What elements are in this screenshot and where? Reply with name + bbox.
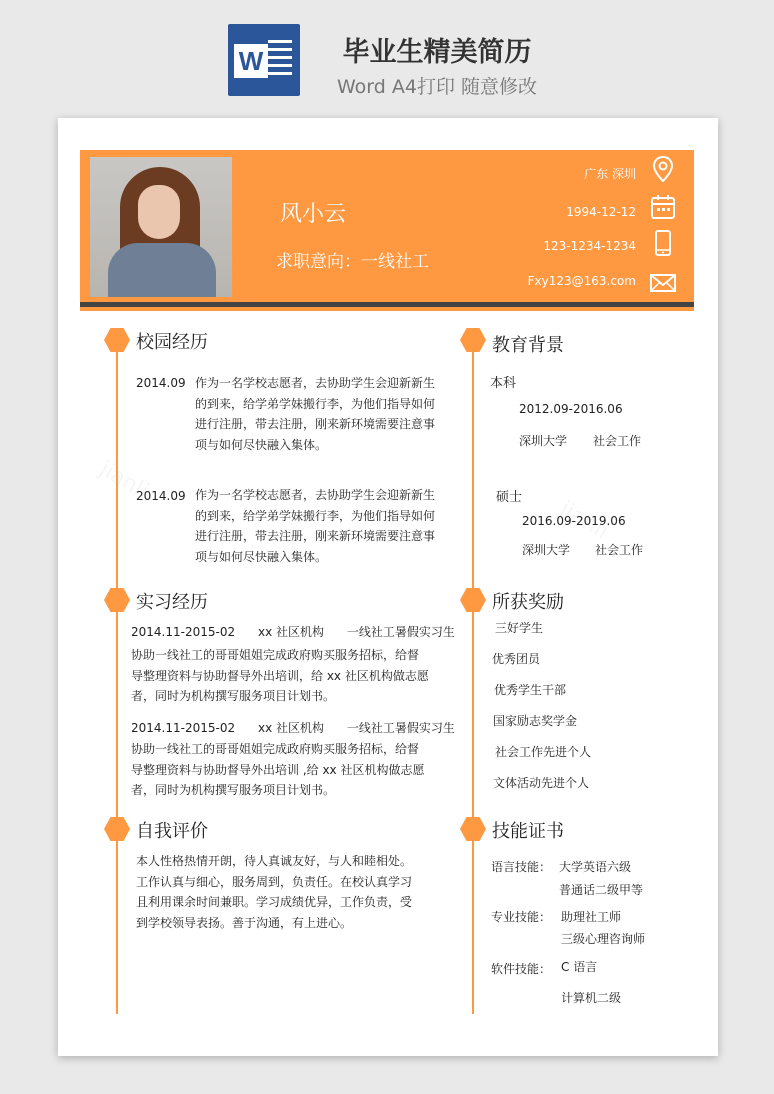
- location-text: 广东 深圳: [584, 167, 636, 181]
- campus-date-2: 2014.09: [136, 489, 186, 503]
- edu-major-1: 社会工作: [593, 434, 642, 448]
- edu-period-1: 2012.09-2016.06: [519, 402, 623, 416]
- right-timeline: [472, 340, 474, 1014]
- word-letter: W: [234, 44, 268, 78]
- calendar-icon: [650, 194, 676, 220]
- internship-title: 实习经历: [136, 592, 208, 613]
- campus-desc-2: 作为一名学校志愿者，去协助学生会迎新新生 的到来，给学弟学妹搬行李，为他们指导如何 进行注册，带去注册，刚来新环境需要注意事 项与如何尽快融入集体。: [195, 488, 436, 564]
- job-intent: 求职意向：一线社工: [276, 252, 429, 272]
- section-marker-icon: [104, 588, 130, 612]
- skill-label-language: 语言技能：: [491, 860, 552, 874]
- resume-page: [58, 118, 718, 1056]
- skill-value: C 语言: [561, 960, 598, 974]
- header-divider-accent: [80, 307, 694, 311]
- awards-title: 所获奖励: [492, 592, 564, 613]
- profile-photo: [90, 157, 232, 297]
- left-timeline: [116, 340, 118, 1014]
- banner-subtitle: Word A4打印 随意修改: [336, 76, 537, 98]
- self-eval-text: 本人性格热情开朗，待人真诚友好，与人和睦相处。 工作认真与细心，服务周到，负责任。在校认真学习 且利用课余时间兼职。学习成绩优异，工作负责，受 到学校领导表扬。善于沟通，有上进心。: [136, 854, 413, 930]
- edu-degree-2: 硕士: [496, 490, 523, 505]
- skill-value: 大学英语六级: [559, 860, 632, 874]
- edu-period-2: 2016.09-2019.06: [522, 514, 626, 528]
- edu-degree-1: 本科: [490, 376, 517, 391]
- section-marker-icon: [460, 817, 486, 841]
- banner-title: 毕业生精美简历: [342, 37, 532, 68]
- campus-desc-1: 作为一名学校志愿者，去协助学生会迎新新生 的到来，给学弟学妹搬行李，为他们指导如何 进行注册，带去注册，刚来新环境需要注意事 项与如何尽快融入集体。: [195, 376, 436, 452]
- edu-major-2: 社会工作: [595, 543, 644, 557]
- award-item: 优秀团员: [492, 652, 541, 666]
- section-marker-icon: [460, 328, 486, 352]
- candidate-name: 风小云: [280, 202, 347, 227]
- resume-header: [80, 150, 694, 302]
- award-item: 社会工作先进个人: [495, 745, 592, 759]
- mail-icon: [650, 270, 676, 296]
- skills-title: 技能证书: [492, 821, 564, 842]
- education-title: 教育背景: [492, 335, 564, 356]
- skill-value: 三级心理咨询师: [561, 932, 646, 946]
- campus-title: 校园经历: [136, 332, 208, 353]
- phone-icon: [650, 230, 676, 256]
- internship-desc-1: 协助一线社工的哥哥姐姐完成政府购买服务招标，给督 导整理资料与协助督导外出培训，给 xx 社区机构做志愿 者，同时为机构撰写服务项目计划书。: [131, 648, 429, 703]
- word-icon: [228, 24, 300, 96]
- edu-school-1: 深圳大学: [519, 434, 568, 448]
- internship-head-2: 2014.11-2015-02 xx 社区机构 一线社工暑假实习生: [131, 721, 455, 735]
- phone-text: 123-1234-1234: [543, 239, 636, 253]
- skill-value: 计算机二级: [561, 991, 622, 1005]
- email-text: Fxy123@163.com: [527, 274, 636, 288]
- internship-head-1: 2014.11-2015-02 xx 社区机构 一线社工暑假实习生: [131, 625, 455, 639]
- self-eval-title: 自我评价: [136, 821, 208, 842]
- skill-value: 普通话二级甲等: [559, 883, 644, 897]
- skill-label-software: 软件技能：: [491, 962, 552, 976]
- award-item: 文体活动先进个人: [493, 776, 590, 790]
- section-marker-icon: [104, 328, 130, 352]
- birth-text: 1994-12-12: [566, 205, 636, 219]
- section-marker-icon: [460, 588, 486, 612]
- edu-school-2: 深圳大学: [522, 543, 571, 557]
- award-item: 三好学生: [495, 621, 544, 635]
- skill-value: 助理社工师: [561, 910, 622, 924]
- skill-label-professional: 专业技能：: [491, 910, 552, 924]
- award-item: 优秀学生干部: [494, 683, 567, 697]
- internship-desc-2: 协助一线社工的哥哥姐姐完成政府购买服务招标，给督 导整理资料与协助督导外出培训 ,给 xx 社区机构做志愿 者，同时为机构撰写服务项目计划书。: [131, 742, 425, 797]
- section-marker-icon: [104, 817, 130, 841]
- award-item: 国家励志奖学金: [493, 714, 578, 728]
- campus-date-1: 2014.09: [136, 376, 186, 390]
- location-pin-icon: [650, 156, 676, 182]
